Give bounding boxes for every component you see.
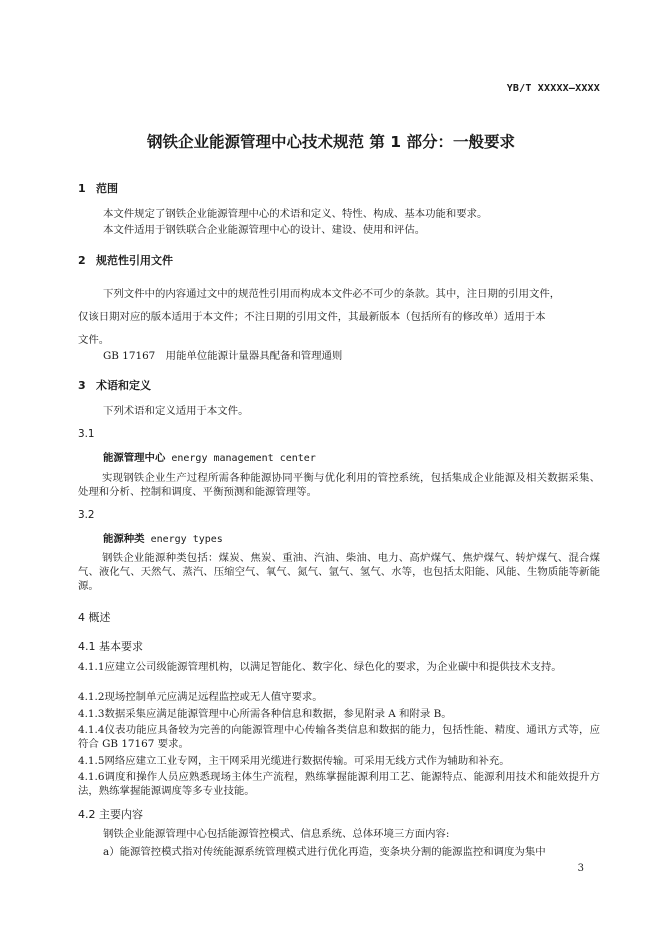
section-number: 3 (78, 379, 86, 392)
section-4-2-paragraph: 钢铁企业能源管理中心包括能源管控模式、信息系统、总体环境三方面内容: (103, 828, 450, 840)
document-code: YB/T XXXXX—XXXX (506, 83, 600, 94)
clause-text: 数据采集应满足能源管理中心所需各种信息和数据，参见附录 A 和附录 B。 (104, 708, 452, 720)
section-number: 1 (78, 182, 86, 195)
section-4-heading: 4 概述 (78, 611, 111, 624)
section-title: 术语和定义 (96, 379, 151, 392)
clause-text: 调度和操作人员应熟悉现场主体生产流程，熟练掌握能源利用工艺、能源特点、能源利用技术和能效提升方法，熟练掌握能源调度等多专业技能。 (78, 771, 600, 797)
section-title: 范围 (96, 182, 118, 195)
section-2-heading (78, 252, 173, 268)
clause-4-1-5 (78, 754, 600, 768)
section-2-line-2: 仅该日期对应的版本适用于本文件；不注日期的引用文件，其最新版本（包括所有的修改单）适用于本 (78, 311, 546, 323)
clause-4-1-4 (78, 723, 600, 751)
subsection-4-1-heading: 4.1 基本要求 (78, 640, 143, 653)
clause-number: 4.1.6 (78, 771, 105, 783)
section-number: 2 (78, 254, 86, 267)
subsection-4-2-heading: 4.2 主要内容 (78, 808, 143, 821)
section-1-paragraph-2: 本文件适用于钢铁联合企业能源管理中心的设计、建设、使用和评估。 (103, 224, 426, 236)
clause-text: 仪表功能应具备较为完善的向能源管理中心传输各类信息和数据的能力，包括性能、精度、通讯方式等，应符合 GB 17167 要求。 (78, 724, 600, 750)
term-3-2 (103, 530, 223, 545)
document-title: 钢铁企业能源管理中心技术规范 第 1 部分：一般要求 (147, 133, 515, 151)
clause-number: 4.1.5 (78, 755, 105, 767)
clause-number: 4.1.1 (78, 661, 105, 673)
clause-number: 4.1.3 (78, 708, 105, 720)
clause-text: 网络应建立工业专网，主干网采用光缆进行数据传输。可采用无线方式作为辅助和补充。 (104, 755, 510, 767)
section-title: 规范性引用文件 (96, 254, 173, 267)
section-2-line-1: 下列文件中的内容通过文中的规范性引用而构成本文件必不可少的条款。其中，注日期的引用文件， (103, 288, 561, 300)
normative-reference: GB 17167 用能单位能源计量器具配备和管理通则 (103, 350, 343, 362)
term-chinese: 能源管理中心 (103, 452, 166, 464)
page-number: 3 (577, 863, 584, 874)
term-3-1-number: 3.1 (78, 428, 95, 440)
section-3-intro: 下列术语和定义适用于本文件。 (103, 405, 249, 417)
clause-4-1-6 (78, 770, 600, 798)
clause-number: 4.1.2 (78, 691, 105, 703)
term-3-1 (103, 449, 316, 464)
section-1-paragraph-1: 本文件规定了钢铁企业能源管理中心的术语和定义、特性、构成、基本功能和要求。 (103, 208, 488, 220)
section-3-heading (78, 377, 151, 393)
clause-text: 应建立公司级能源管理机构，以满足智能化、数字化、绿色化的要求，为企业碳中和提供技术支持。 (104, 661, 562, 673)
section-1-heading (78, 180, 118, 196)
clause-text: 现场控制单元应满足远程监控或无人值守要求。 (104, 691, 323, 703)
term-3-1-definition: 实现钢铁企业生产过程所需各种能源协同平衡与优化利用的管控系统，包括集成企业能源及相关数据采集、处理和分析、控制和调度、平衡预测和能源管理等。 (78, 472, 600, 498)
term-english: energy types (150, 534, 223, 545)
section-2-line-3: 文件。 (78, 334, 110, 346)
term-3-2-definition: 钢铁企业能源种类包括：煤炭、焦炭、重油、汽油、柴油、电力、高炉煤气、焦炉煤气、转炉煤气、混合煤气、液化气、天然气、蒸汽、压缩空气、氧气、氮气、氩气、氢气、水等，也包括太阳能、风能、生物质能等新能源。 (78, 552, 600, 592)
list-item-a: a）能源管控模式指对传统能源系统管理模式进行优化再造，变条块分割的能源监控和调度为集中 (103, 846, 546, 858)
clause-4-1-1 (78, 660, 600, 674)
term-chinese: 能源种类 (103, 533, 145, 545)
clause-4-1-2 (78, 690, 600, 704)
term-english: energy management center (171, 453, 316, 464)
clause-number: 4.1.4 (78, 724, 105, 736)
term-3-2-number: 3.2 (78, 509, 95, 521)
clause-4-1-3 (78, 707, 600, 721)
